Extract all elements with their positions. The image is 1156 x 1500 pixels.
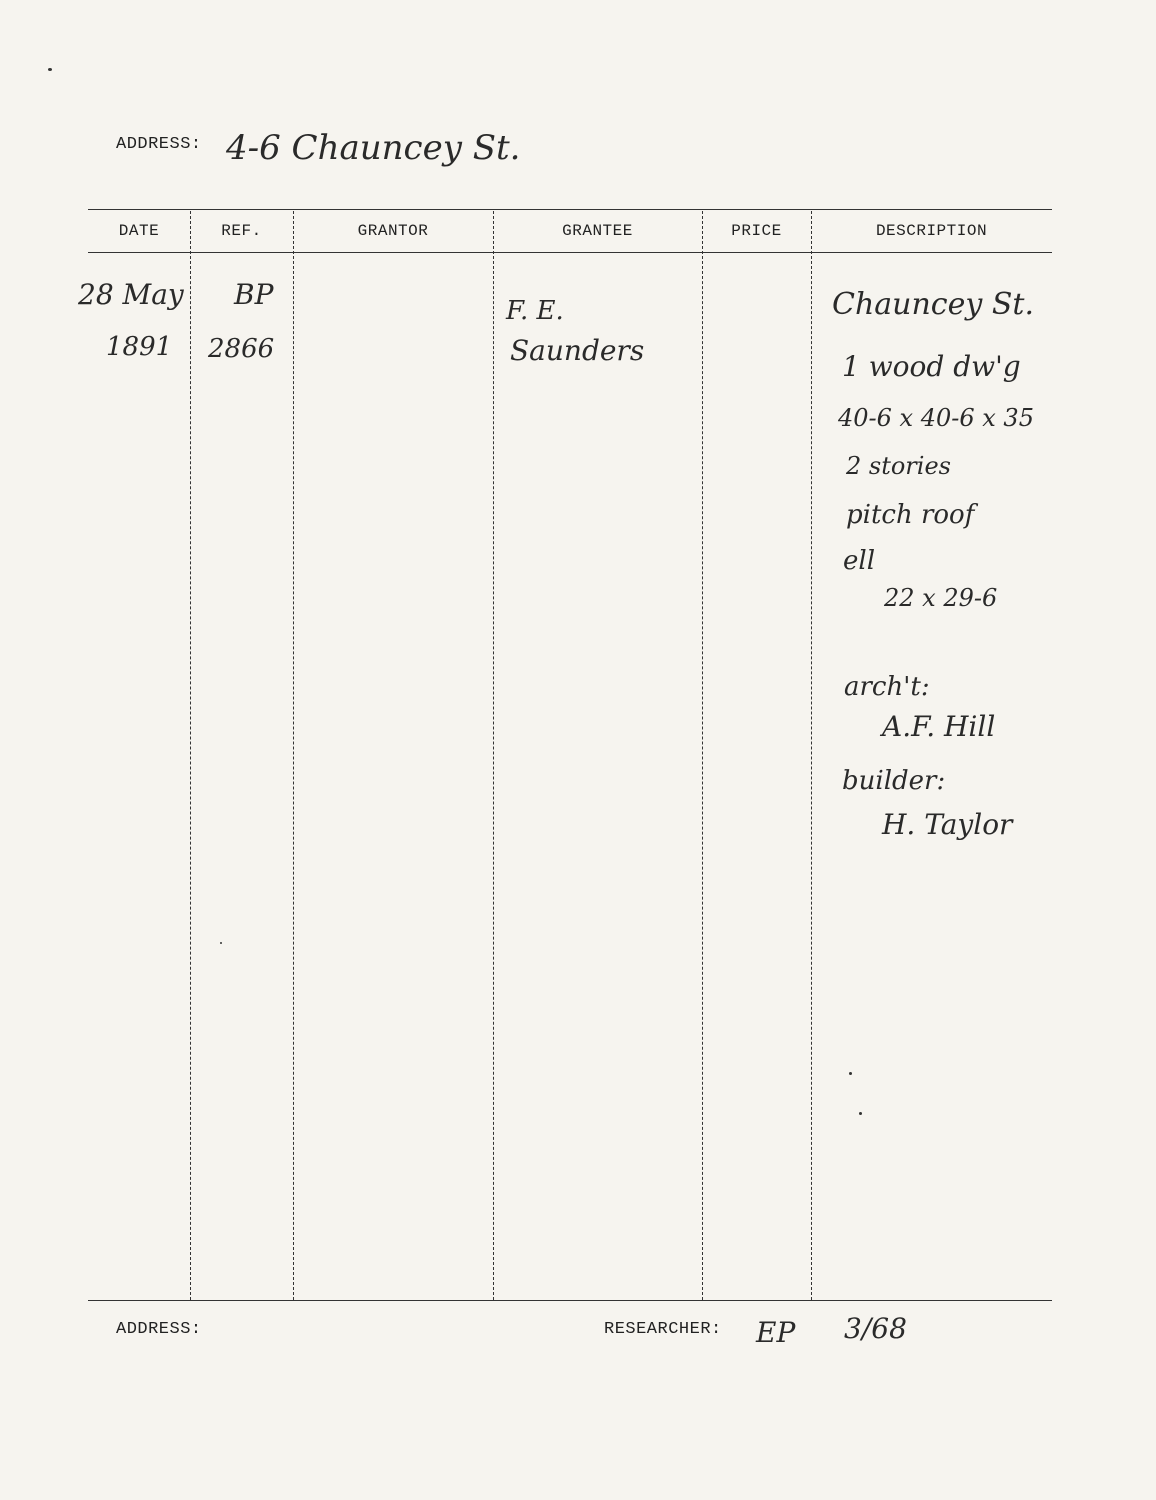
address-label: ADDRESS: [116,135,202,154]
entry-date-year: 1891 [106,332,173,362]
researcher-label: RESEARCHER: [604,1320,722,1339]
column-header-date: DATE [118,222,160,240]
table-top-rule [88,209,1052,210]
address-value: 4-6 Chauncey St. [226,128,521,168]
column-header-grantor: GRANTOR [357,222,429,240]
description-line: Chauncey St. [832,287,1034,322]
column-header-description: DESCRIPTION [875,222,988,240]
column-divider-2 [293,211,294,1300]
page-speck [849,1072,852,1075]
entry-ref-book: BP [234,278,274,311]
entry-grantee-name: Saunders [510,334,645,367]
description-line: ell [843,546,876,576]
page-speck [220,942,222,944]
description-line: arch't: [844,672,930,702]
table-bottom-rule [88,1300,1052,1301]
researcher-initials: EP [756,1316,796,1349]
description-line: builder: [842,766,946,796]
description-line: H. Taylor [882,808,1013,841]
column-header-price: PRICE [731,222,782,240]
column-divider-1 [190,211,191,1300]
researcher-date: 3/68 [844,1312,907,1345]
description-line: pitch roof [846,500,975,530]
description-line: 2 stories [846,452,951,480]
column-header-ref: REF. [221,222,262,240]
entry-ref-number: 2866 [208,334,275,364]
description-line: 22 x 29-6 [884,584,998,612]
column-header-grantee: GRANTEE [562,222,633,240]
entry-date-day: 28 May [78,278,184,311]
column-divider-5 [811,211,812,1300]
description-line: 40-6 x 40-6 x 35 [838,404,1034,432]
description-line: A.F. Hill [882,710,996,743]
footer-address-label: ADDRESS: [116,1320,202,1339]
entry-grantee-initials: F. E. [506,296,564,326]
description-line: 1 wood dw'g [842,350,1021,383]
page-speck [48,68,52,71]
column-divider-4 [702,211,703,1300]
table-header-rule [88,252,1052,253]
column-divider-3 [493,211,494,1300]
page-speck [859,1112,862,1115]
